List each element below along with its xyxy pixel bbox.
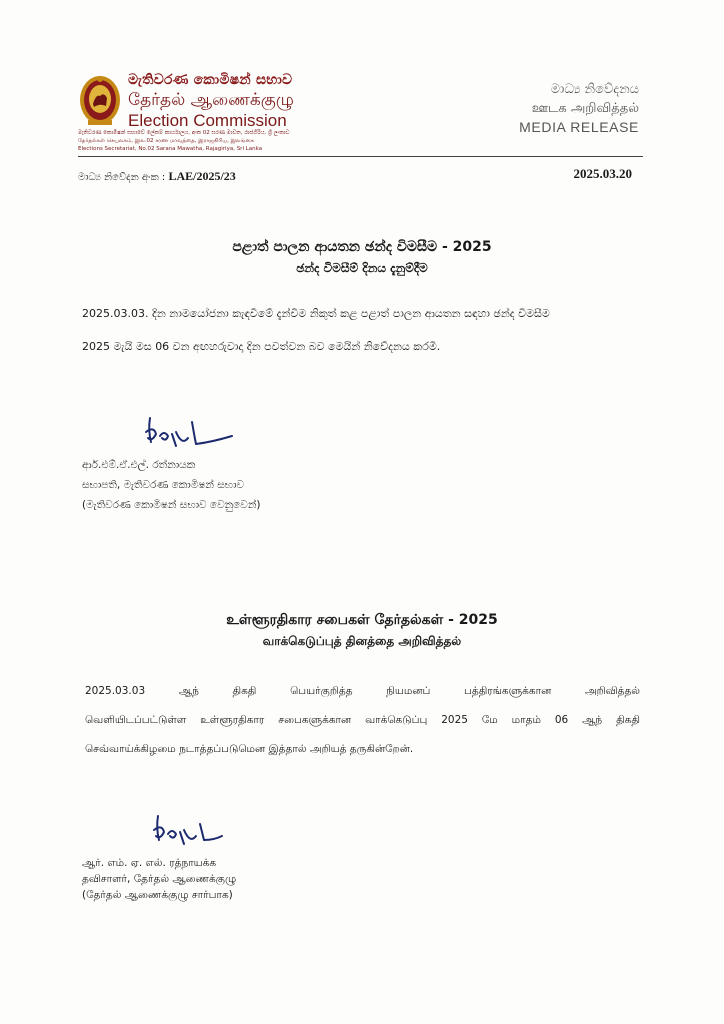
signature-image [142,412,262,460]
sinhala-title: පළාත් පාලන ආයතන ඡන්ද විමසීම - 2025 [232,239,492,255]
sinhala-subtitle: ඡන්ද විමසීම් දිනය දැනුම්දීම [296,261,428,275]
tamil-signatory-name: ஆர். எம். ஏ. எல். ரத்நாயக்க [82,857,217,869]
sinhala-signatory-title: සභාපති, මැතිවරණ කොමිෂන් සභාව [82,479,245,491]
tamil-body-line-1: 2025.03.03 ஆந் திகதி பெயர்குறித்த நியமனப் பத்திரங்களுக்கான அறிவித்தல் [85,685,640,697]
commission-name-tamil: தேர்தல் ஆணைக்குழு [128,90,294,110]
address-tamil: தேர்தல்கள் செயலகம், இல.02 சரண மாவத்தை, இராஜகிரிய, இலங்கை [78,138,255,144]
address-english: Elections Secretariat, No.02 Sarana Mawatha, Rajagiriya, Sri Lanka [78,146,263,152]
commission-name-sinhala: මැතිවරණ කොමිෂන් සභාව [128,72,293,88]
tamil-subtitle: வாக்கெடுப்புத் தினத்தை அறிவித்தல் [262,634,462,648]
tamil-body-line-2: வெளியிடப்பட்டுள்ள உள்ளூரதிகார சபைகளுக்கான வாக்கெடுப்பு 2025 மே மாதம் 06 ஆந் திகதி [85,714,640,726]
sri-lanka-emblem-icon [78,74,122,130]
reference-number [78,169,236,184]
tamil-signatory-note: (தேர்தல் ஆணைக்குழு சார்பாக) [82,889,233,901]
reference-value: LAE/2025/23 [168,169,236,183]
tamil-signatory-title: தவிசாளர், தேர்தல் ஆணைக்குழு [82,873,237,885]
media-release-english: MEDIA RELEASE [519,119,639,135]
signature-image [150,810,270,858]
commission-name-english: Election Commission [128,111,287,130]
sinhala-signatory-note: (මැතිවරණ කොමිෂන් සභාව වෙනුවෙන්) [82,499,261,511]
sinhala-body-line-2: 2025 මැයි මස 06 වන අඟහරුවාදා දින පවත්වන බව මෙයින් නිවේදනය කරමි. [82,340,441,353]
sinhala-body-line-1: 2025.03.03. දින නාමයෝජනා කැඳවීමේ දැන්වීම නිකුත් කළ පළාත් පාලන ආයතන සඳහා ඡන්ද විමසීම [82,307,550,320]
tamil-title: உள்ளூரதிகார சபைகள் தேர்தல்கள் - 2025 [226,612,498,628]
letterhead [0,0,724,160]
address-sinhala: මැතිවරණ කොමිෂන් සභාවේ ලේකම් කාර්යාලය, අංක 02 සරණ මාවත, රාජගිරිය, ශ්‍රී ලංකාව [78,130,290,136]
header-divider [78,156,643,157]
sinhala-signatory-name: ආර්.එම්.ඒ.එල්. රත්නායක [82,459,196,471]
tamil-body-line-3: செவ்வாய்க்கிழமை நடாத்தப்படுமென இத்தால் அறியத் தருகின்றேன். [85,743,414,755]
media-release-sinhala: මාධ්‍ය නිවේදනය [550,82,639,97]
media-release-tamil: ஊடக அறிவித்தல் [531,101,639,116]
release-date: 2025.03.20 [573,166,632,181]
reference-label: මාධ්‍ය නිවේදන අංක : [78,172,169,183]
